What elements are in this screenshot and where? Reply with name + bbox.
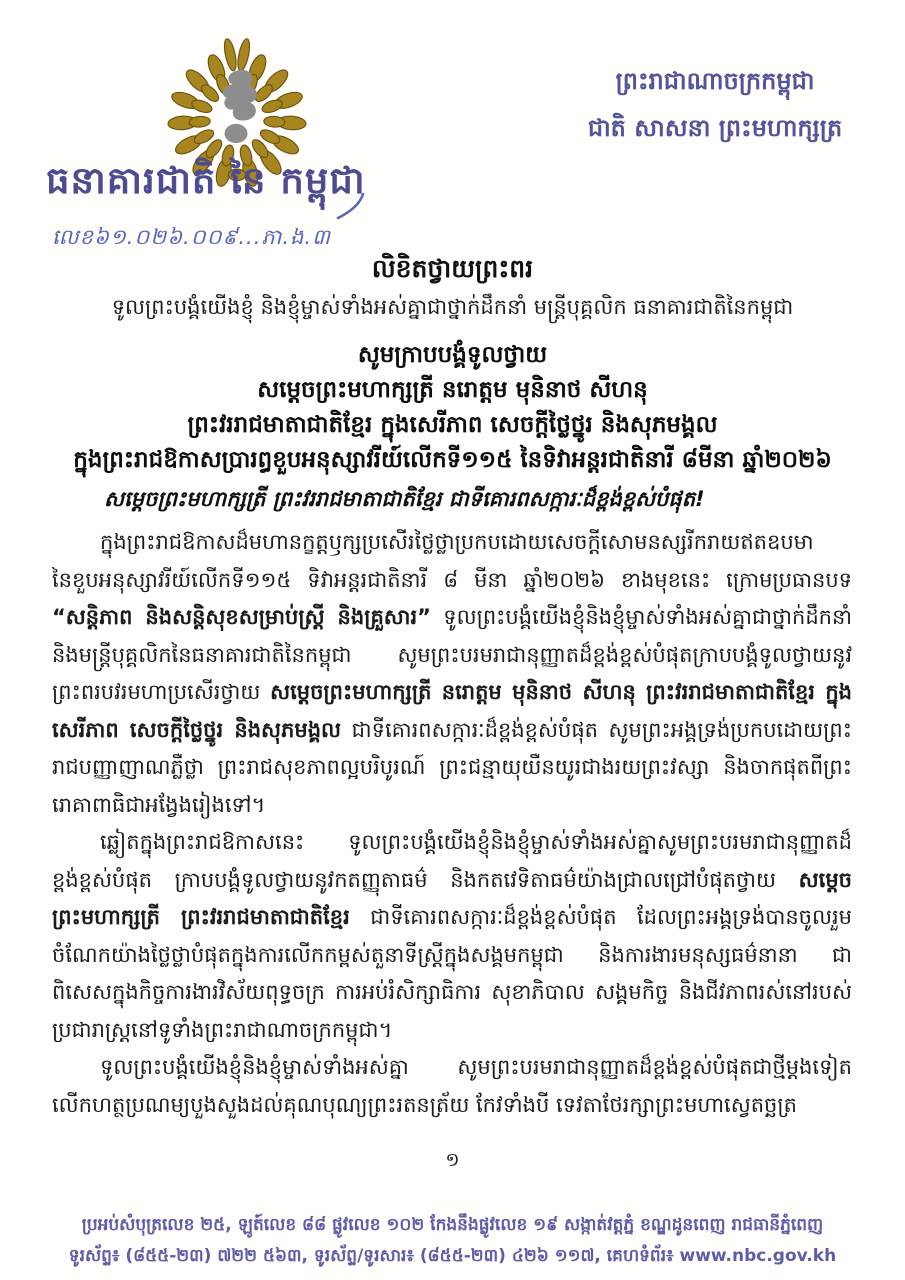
body-text-segment: ទូលព្រះបង្គំយើងខ្ញុំនិងខ្ញុំម្ចាស់ទាំងអស់គ្នាជាថ្នាក់ដឹកនាំ និងមន្ត្រីបុគ្គលិកនៃធនាគារជាតិនៃកម្ពុជា សូមព្រះបរមរាជានុញ្ញាតដ៏ខ្ពង់ខ្ពស់បំផុតក្រាបបង្គំទូលថ្វាយនូវ ព្រះពរបវរមហាប្រសើរថ្វាយ	[52, 605, 852, 704]
salutation-line: ក្នុងព្រះរាជឱកាសប្រារព្ធខួបអនុស្សាវរីយ៍លើកទី១១៥ នៃទិវាអន្តរជាតិនារី ៨មីនា ឆ្នាំ២០២៦	[73, 447, 832, 473]
salutation-block	[0, 338, 905, 478]
body-text-segment: ឆ្លៀតក្នុងព្រះរាជឱកាសនេះ ទូលព្រះបង្គំយើងខ្ញុំនិងខ្ញុំម្ចាស់ទាំងអស់គ្នាសូមព្រះបរមរាជានុញ្ញាតដ៏ខ្ពង់ខ្ពស់បំផុត ក្រាបបង្គំទូលថ្វាយនូវកតញ្ញុតាធម៌ និងកតវេទិតាធម៌យ៉ាងជ្រាលជ្រៅបំផុតថ្វាយ	[52, 830, 852, 892]
footer-contact-line	[0, 1241, 905, 1272]
body	[52, 524, 852, 1124]
emblem-center-glyph-icon	[223, 70, 257, 143]
royal-title-bold-text: សម្តេចព្រះមហាក្សត្រី ព្រះវររាជមាតាជាតិខ្មែរ	[52, 867, 852, 929]
body-paragraph	[52, 1049, 852, 1124]
body-text-segment: ជាទីគោរពសក្ការៈដ៏ខ្ពង់ខ្ពស់បំផុត សូមព្រះអង្គទ្រង់ប្រកបដោយព្រះរាជបញ្ញាញាណភ្លឺថ្លា ព្រះរាជសុខភាពល្អបរិបូរណ៍ ព្រះជន្មាយុយឺនយូរជាងរយព្រះវស្សា និងចាកផុតពីព្រះរោគាពាធិជាអង្វែងរៀងទៅ។	[52, 717, 852, 817]
salutation-line: សូមក្រាបបង្គំទូលថ្វាយ	[357, 342, 548, 368]
footer-address-line: ប្រអប់សំបុត្រលេខ ២៥, ឡូត៍លេខ ៨៨ ផ្លូវលេខ ១០២ កែងនឹងផ្លូវលេខ ១៩ សង្កាត់វត្តភ្នំ ខណ្ឌដូនពេញ រាជធានីភ្នំពេញ	[81, 1215, 824, 1235]
kingdom-line1: ព្រះរាជាណាចក្រកម្ពុជា	[615, 67, 815, 95]
page-number: ១	[445, 1149, 460, 1171]
sender-line: ទូលព្រះបង្គំយើងខ្ញុំ និងខ្ញុំម្ចាស់ទាំងអស់គ្នាជាថ្នាក់ដឹកនាំ មន្ត្រីបុគ្គលិក ធនាគារជាតិនៃកម្ពុជា	[111, 295, 794, 319]
reference-number: លេខ៦១.០២៦.០០៩...ភា.ង.៣	[52, 225, 331, 249]
body-text-segment: ទូលព្រះបង្គំយើងខ្ញុំនិងខ្ញុំម្ចាស់ទាំងអស់គ្នា សូមព្រះបរមរាជានុញ្ញាតដ៏ខ្ពង់ខ្ពស់បំផុតជាថ្មីម្តងទៀត លើកហត្ថប្រណម្យបួងសួងដល់គុណបុណ្យព្រះរតនត្រ័យ កែវទាំងបី ទេវតាថែរក្សាព្រះមហាស្វេតច្ឆត្រ	[52, 1055, 852, 1117]
body-text-segment: ក្នុងព្រះរាជឱកាសដ៏មហានក្ខត្តឫក្សប្រសើរថ្លៃថ្លាប្រកបដោយសេចក្តីសោមនស្សរីករាយឥតឧបមា នៃខួបអនុស្សាវរីយ៍លើកទី១១៥ ទិវាអន្តរជាតិនារី ៨ មីនា ឆ្នាំ២០២៦ ខាងមុខនេះ ក្រោមប្រធានបទ	[52, 530, 852, 592]
website-link[interactable]: www.nbc.gov.kh	[679, 1246, 837, 1266]
royal-title-bold-text: សម្តេចព្រះមហាក្សត្រី នរោត្តម មុនិនាថ សីហនុ ព្រះវររាជមាតាជាតិខ្មែរ ក្នុងសេរីភាព សេចក្តីថ្លៃថ្នូរ និងសុភមង្គល	[52, 680, 852, 742]
bank-name: ធនាគារជាតិ នៃ កម្ពុជា	[46, 159, 366, 202]
kingdom-motto	[530, 58, 900, 152]
body-paragraph	[52, 524, 852, 824]
salutation-line: ព្រះវររាជមាតាជាតិខ្មែរ ក្នុងសេរីភាព សេចក្តីថ្លៃថ្នូរ និងសុភមង្គល	[187, 412, 718, 438]
footer-contact-prefix: ទូរស័ព្ទ៖ (៨៥៥-២៣) ៧២២ ៥៦៣, ទូរស័ព្ទ/ទូរសារ៖ (៨៥៥-២៣) ៤២៦ ១១៧, គេហទំព័រ៖	[68, 1246, 680, 1266]
kingdom-line2: ជាតិ សាសនា ព្រះមហាក្សត្រ	[587, 114, 843, 142]
document-title: លិខិតថ្វាយព្រះពរ	[371, 254, 534, 283]
royal-title-bold-text: “សន្តិភាព និងសន្តិសុខសម្រាប់ស្ត្រី និងគ្រួសារ”	[52, 605, 431, 629]
body-paragraph	[52, 824, 852, 1049]
salutation-line: សម្តេចព្រះមហាក្សត្រី នរោត្តម មុនិនាថ សីហនុ	[257, 377, 648, 403]
footer	[0, 1210, 905, 1272]
pen-stroke-icon	[330, 192, 370, 222]
honorific-line: សម្តេចព្រះមហាក្សត្រី ព្រះវររាជមាតាជាតិខ្មែរ ជាទីគោរពសក្ការៈដ៏ខ្ពង់ខ្ពស់បំផុត!	[104, 487, 705, 511]
body-text-segment: ជាទីគោរពសក្ការៈដ៏ខ្ពង់ខ្ពស់បំផុត ដែលព្រះអង្គទ្រង់បានចូលរួមចំណែកយ៉ាងថ្លៃថ្លាបំផុតក្នុងការលើកកម្ពស់តួនាទីស្ត្រីក្នុងសង្គមកម្ពុជា និងការងារមនុស្សធម៌នានា ជាពិសេសក្នុងកិច្ចការងារវិស័យពុទ្ធចក្រ ការអប់រំសិក្សាធិការ សុខាភិបាល សង្គមកិច្ច និងជីវភាពរស់នៅរបស់ប្រជារាស្ត្រនៅទូទាំងព្រះរាជាណាចក្រកម្ពុជា។	[52, 905, 852, 1042]
